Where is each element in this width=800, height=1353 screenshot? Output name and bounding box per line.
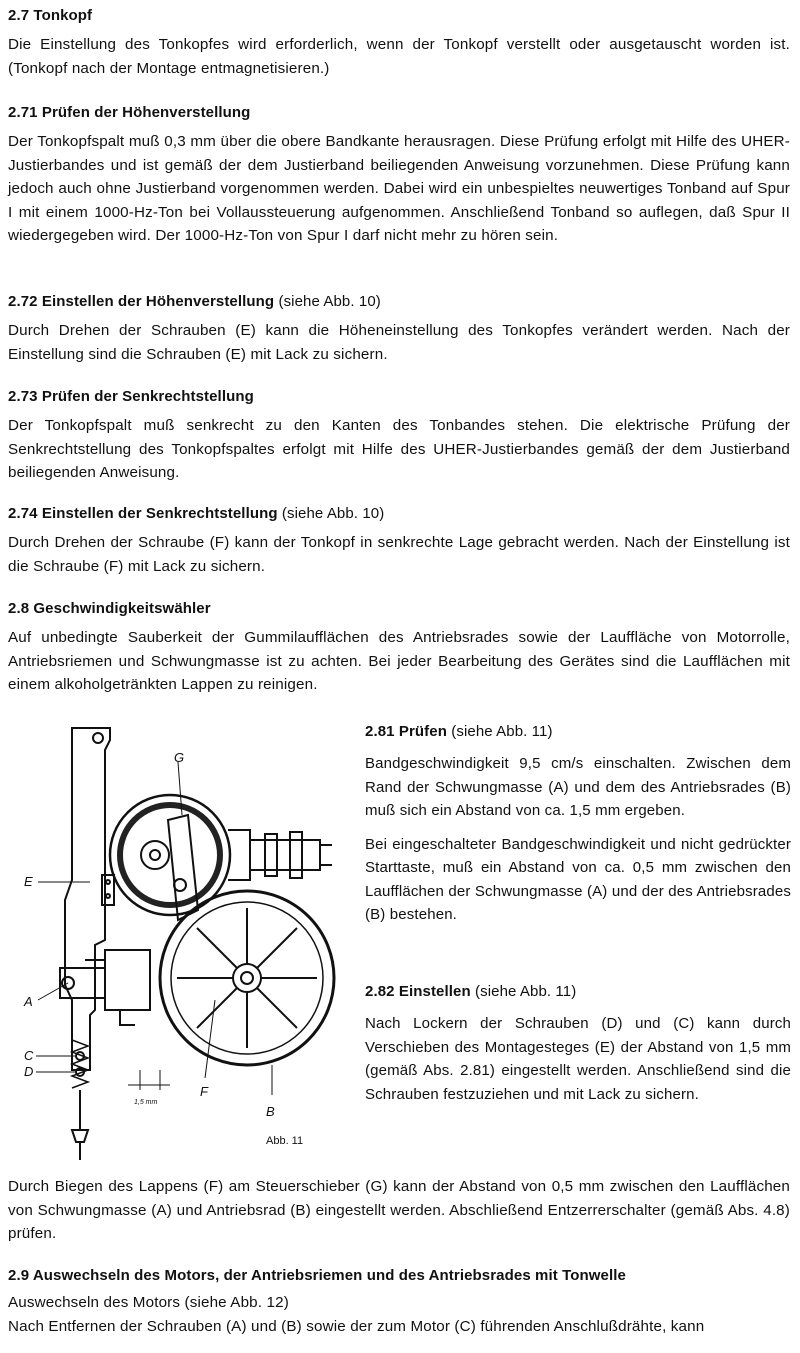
- section-text: Der Tonkopfspalt muß 0,3 mm über die obere Bandkante herausragen. Diese Prüfung erfolgt mit Hilfe des UHER-Justierbandes und ist gemäß der dem Justierband beiliegenden Anweisung vorzunehmen. Diese Prüfung kann jedoch auch ohne Justierband vorgenommen werden. Dabei wird ein unbespieltes neuwertiges Tonband auf Spur I mit einem 1000-Hz-Ton bei Vollaussteuerung aufgenommen. Anschließend Tonband so auflegen, daß Spur II wiedergegeben wird. Der 1000-Hz-Ton von Spur I darf nicht mehr zu hören sein.: [8, 133, 790, 244]
- figure-reference: (siehe Abb. 10): [278, 293, 381, 310]
- section-text: Nach Lockern der Schrauben (D) und (C) kann durch Verschieben des Montagesteges (E) der Abstand von 1,5 mm (gemäß Abs. 2.81) eingestellt werden. Anschließend sind die Schrauben festzuziehen und mit Lack zu sichern.: [365, 1015, 791, 1103]
- figure-caption: Abb. 11: [266, 1135, 304, 1147]
- label-c: C: [24, 1048, 34, 1063]
- section-2-73: [8, 387, 790, 485]
- motor-pulley-hub: [141, 841, 169, 869]
- adjustment-spring: [72, 1040, 88, 1088]
- section-heading: 2.82 Einstellen (siehe Abb. 11): [365, 983, 577, 1000]
- label-a: A: [24, 994, 33, 1009]
- section-heading: 2.9 Auswechseln des Motors, der Antriebsriemen und des Antriebsrades mit Tonwelle: [8, 1267, 626, 1284]
- section-2-82: [365, 982, 791, 1106]
- section-text: Durch Drehen der Schrauben (E) kann die Höheneinstellung des Tonkopfes verändert werden. Nach der Einstellung sind die Schrauben (E) mit Lack zu sichern.: [8, 322, 790, 363]
- figure-followup-text: [8, 1175, 790, 1246]
- label-d: D: [24, 1064, 34, 1079]
- figure-reference: (siehe Abb. 11): [451, 723, 553, 740]
- label-f: F: [200, 1084, 208, 1099]
- section-heading: 2.72 Einstellen der Höhenverstellung (siehe Abb. 10): [8, 293, 381, 310]
- section-text: Bandgeschwindigkeit 9,5 cm/s einschalten. Zwischen dem Rand der Schwungmasse (A) und dem des Antriebsrades (B) muß sich ein Abstand von ca. 1,5 mm ergeben.: [365, 755, 791, 819]
- section-text: Bei eingeschalteter Bandgeschwindigkeit und nicht gedrückter Starttaste, muß ein Abstand von ca. 0,5 mm zwischen den Laufflächen der Schwungmasse (A) und der des Antriebsrades (B) bestehen.: [365, 835, 791, 923]
- figure-reference: (siehe Abb. 11): [475, 983, 577, 1000]
- label-g: G: [174, 750, 185, 765]
- section-text: Der Tonkopfspalt muß senkrecht zu den Kanten des Tonbandes stehen. Die elektrische Prüfung der Senkrechtstellung des Tonkopfspaltes erfolgt mit Hilfe des UHER-Justierbandes gemäß der dem Justierband beiliegenden Anweisung.: [8, 417, 790, 481]
- section-heading: 2.81 Prüfen (siehe Abb. 11): [365, 723, 553, 740]
- dimension-label: 1,5 mm: [134, 1099, 158, 1106]
- section-2-74: [8, 504, 790, 578]
- section-2-71: [8, 103, 790, 248]
- section-2-72: [8, 292, 790, 366]
- label-e: E: [24, 874, 33, 889]
- section-2-7: [8, 6, 790, 80]
- section-text: Durch Biegen des Lappens (F) am Steuerschieber (G) kann der Abstand von 0,5 mm zwischen den Laufflächen von Schwungmasse (A) und Antriebsrad (B) eingestellt werden. Abschließend Entzerrerschalter (gemäß Abs. 4.8) prüfen.: [8, 1178, 790, 1242]
- section-2-9: [8, 1266, 790, 1338]
- mounting-bracket: [65, 728, 110, 1070]
- section-heading: 2.74 Einstellen der Senkrechtstellung (siehe Abb. 10): [8, 505, 385, 522]
- figure-abb-11: [10, 710, 360, 1170]
- figure-reference: (siehe Abb. 10): [281, 505, 385, 522]
- motor-housing: [105, 950, 150, 1010]
- motor-shaft: [228, 830, 250, 880]
- section-2-81: [365, 722, 791, 927]
- label-b: B: [266, 1104, 275, 1119]
- drive-wheel-hub: [233, 964, 261, 992]
- section-text: Auf unbedingte Sauberkeit der Gummilaufflächen des Antriebsrades sowie der Lauffläche von Motorrolle, Antriebsriemen und Schwungmasse ist zu achten. Bei jeder Bearbeitung des Gerätes sind die Laufflächen mit einem alkoholgetränkten Lappen zu reinigen.: [8, 629, 790, 693]
- section-heading: 2.8 Geschwindigkeitswähler: [8, 600, 211, 617]
- section-text: Nach Entfernen der Schrauben (A) und (B) sowie der zum Motor (C) führenden Anschlußdrähte, kann: [8, 1317, 705, 1335]
- section-text: Die Einstellung des Tonkopfes wird erforderlich, wenn der Tonkopf verstellt oder ausgetauscht worden ist. (Tonkopf nach der Montage entmagnetisieren.): [8, 36, 790, 77]
- section-2-8: [8, 599, 790, 697]
- section-text: Durch Drehen der Schraube (F) kann der Tonkopf in senkrechte Lage gebracht werden. Nach der Einstellung ist die Schraube (F) mit Lack zu sichern.: [8, 534, 790, 575]
- section-heading: 2.73 Prüfen der Senkrechtstellung: [8, 388, 254, 405]
- section-heading: 2.71 Prüfen der Höhenverstellung: [8, 104, 251, 121]
- section-subheading: Auswechseln des Motors (siehe Abb. 12): [8, 1294, 289, 1311]
- section-heading: 2.7 Tonkopf: [8, 7, 93, 24]
- bracket-hole: [93, 733, 103, 743]
